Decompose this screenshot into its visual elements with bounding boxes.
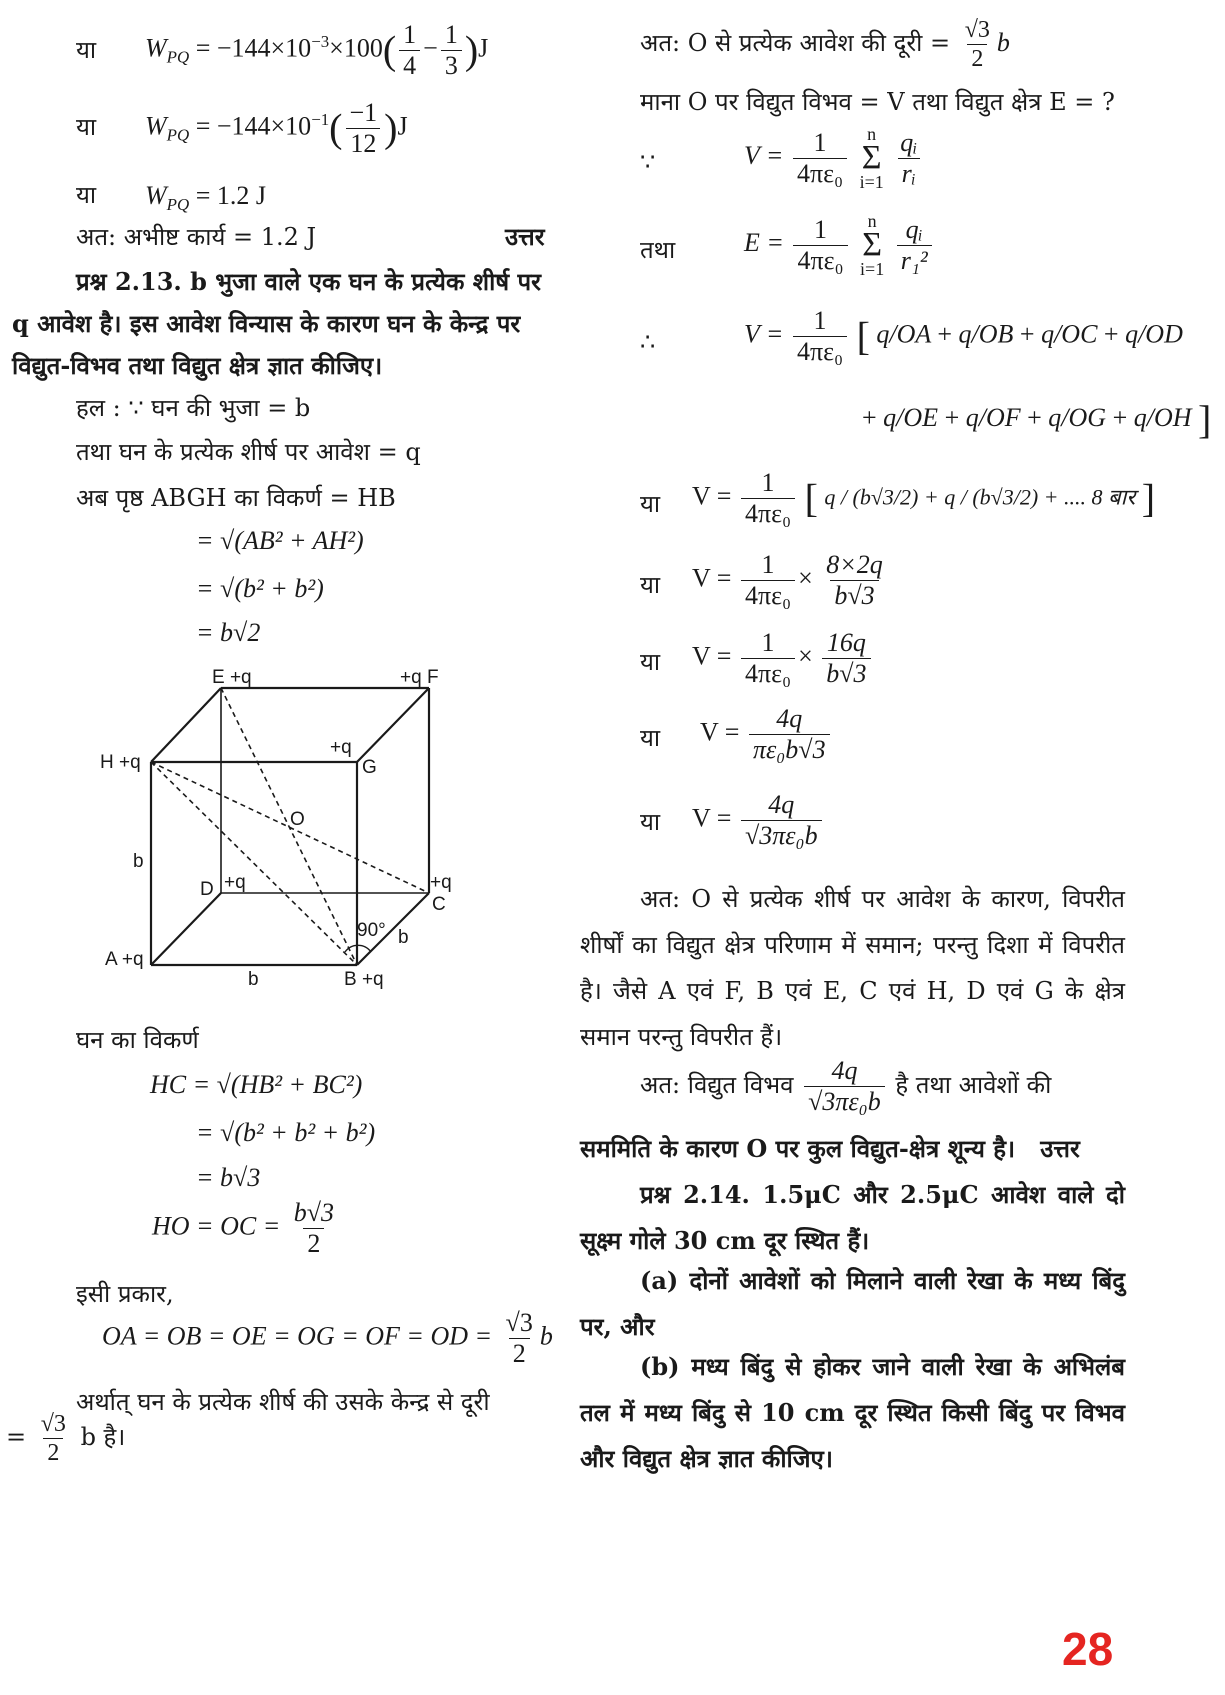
- because-symbol: ∵: [640, 148, 656, 176]
- hc-step3: = b√3: [196, 1163, 261, 1192]
- vertex-label-a: A +q: [105, 949, 144, 970]
- e-general-formula: E = $\frac{1}{\text{4πε₀}}$ n Σ i=1 $\frac{\text{qᵢ}}{\text{r₁²}}$: [744, 212, 935, 278]
- charge-label-g: +q: [330, 737, 352, 758]
- result-line: अत: अभीष्ट कार्य = 1.2 J: [76, 223, 317, 251]
- vertex-label-f: +q F: [400, 667, 439, 688]
- hb-step3: = b√2: [196, 618, 261, 647]
- or-label: या: [640, 648, 661, 676]
- charge-label-d: +q: [224, 872, 246, 893]
- vertex-label-e: E +q: [212, 667, 252, 688]
- distance-line2: = $\frac{√3}{2}$ b है।: [6, 1411, 126, 1466]
- v-step-4q-a: V = $\frac{4q}{\text{πε₀b√3}}$: [700, 706, 833, 763]
- vertex-label-b: B +q: [344, 969, 384, 990]
- cube-diagonal-heading: घन का विकर्ण: [76, 1026, 199, 1054]
- v-step-8x2q: V = $\frac{1}{\text{4πε₀}}$ × $\frac{8\times 2q}{b√3}$: [692, 550, 883, 610]
- or-label: या: [76, 36, 97, 64]
- eq-wpq-2: $W_{PQ} = -144\times 10^{-1}$( $\frac{-1}{12}$ )J: [145, 98, 408, 158]
- symmetry-line: सममिति के कारण O पर कुल विद्युत-क्षेत्र शून्य है। उत्तर: [580, 1134, 1080, 1163]
- question-2-14-b: (b) मध्य बिंदु से होकर जाने वाली रेखा के अभिलंब तल में मध्य बिंदु से 10 cm दूर स्थित किसी बिंदु पर विभव और विद्युत क्षेत्र ज्ञात कीजिए।: [580, 1352, 1125, 1473]
- vertex-label-g: G: [362, 757, 377, 778]
- potential-summary: अत: विद्युत विभव $\frac{4q}{\text{√3πε₀b}}$ है तथा आवेशों की: [640, 1056, 1052, 1116]
- eq-wpq-3: $W_{PQ} = 1.2$ J: [145, 181, 266, 215]
- question-2-14: प्रश्न 2.14. 1.5μC और 2.5μC आवेश वाले दो सूक्ष्म गोले 30 cm दूर स्थित हैं।: [580, 1180, 1125, 1255]
- question-2-13-line2: q आवेश है। इस आवेश विन्यास के कारण घन के केन्द्र पर: [12, 309, 521, 338]
- hc-step2: = √(b² + b² + b²): [196, 1118, 376, 1147]
- similarly-label: इसी प्रकार,: [76, 1280, 174, 1308]
- vertex-label-c: C: [432, 894, 446, 915]
- edge-label-b-bottom: b: [248, 969, 259, 990]
- v-step-16q: V = $\frac{1}{\text{4πε₀}}$ × $\frac{16q}{b√3}$: [692, 630, 874, 687]
- center-label-o: O: [290, 809, 305, 830]
- or-label: या: [76, 113, 97, 141]
- therefore-symbol: ∴: [640, 328, 656, 356]
- solution-line3: अब पृष्ठ ABGH का विकर्ण = HB: [76, 484, 396, 512]
- charge-label-c: +q: [430, 872, 452, 893]
- hc-step1: HC = √(HB² + BC²): [150, 1070, 363, 1099]
- v-sum-line2: + q/OE + q/OF + q/OG + q/OH ]: [862, 397, 1212, 442]
- question-2-13-line3: विद्युत-विभव तथा विद्युत क्षेत्र ज्ञात कीजिए।: [12, 351, 383, 380]
- distance-line1: अर्थात् घन के प्रत्येक शीर्ष की उसके केन्द्र से दूरी: [76, 1388, 490, 1416]
- answer-label: उत्तर: [1040, 1134, 1080, 1163]
- solution-line2: तथा घन के प्रत्येक शीर्ष पर आवेश = q: [76, 438, 421, 466]
- hb-step2: = √(b² + b²): [196, 574, 324, 603]
- cube-diagram: [95, 660, 495, 1000]
- or-label: या: [640, 571, 661, 599]
- solution-line1: हल : ∵ घन की भुजा = b: [76, 394, 311, 422]
- edge-label-b-diag: b: [398, 927, 409, 948]
- or-label: या: [640, 724, 661, 752]
- answer-label: उत्तर: [505, 222, 545, 251]
- vertex-label-h: H +q: [100, 752, 141, 773]
- v-step-distances: V = $\frac{1}{\text{4πε₀}}$ [ q / (b√3/2) + q / (b√3/2) + .... 8 बार ]: [692, 468, 1156, 528]
- assume-line: माना O पर विद्युत विभव = V तथा विद्युत क्षेत्र E = ?: [640, 88, 1115, 116]
- page-number: 28: [1062, 1623, 1114, 1675]
- also-label: तथा: [640, 236, 676, 264]
- hb-step1: = √(AB² + AH²): [196, 526, 364, 555]
- question-2-13-line1: प्रश्न 2.13. b भुजा वाले एक घन के प्रत्येक शीर्ष पर: [76, 267, 541, 296]
- ho-oc-eq: HO = OC = $\frac{b√3}{2}$: [152, 1198, 335, 1258]
- v-step-4q-b: V = $\frac{4q}{\text{√3πε₀b}}$: [692, 792, 825, 849]
- oa-eq: OA = OB = OE = OG = OF = OD = $\frac{√3}{2}$ b: [102, 1308, 553, 1368]
- edge-label-b-left: b: [133, 851, 144, 872]
- question-2-14-a: (a) दोनों आवेशों को मिलाने वाली रेखा के मध्य बिंदु पर, और: [580, 1266, 1125, 1341]
- v-sum-line1: V = $\frac{1}{\text{4πε₀}}$ [ q/OA + q/OB + q/OC + q/OD: [744, 306, 1183, 366]
- field-explanation: अत: O से प्रत्येक शीर्ष पर आवेश के कारण, विपरीत शीर्षों का विद्युत क्षेत्र परिणाम में समान; परन्तु दिशा में विपरीत है। जैसे A एवं F, B एवं E, C एवं H, D एवं G के क्षेत्र समान परन्तु विपरीत हैं।: [580, 885, 1125, 1051]
- angle-label: 90°: [357, 920, 386, 941]
- or-label: या: [640, 808, 661, 836]
- vertex-label-d: D: [200, 879, 214, 900]
- or-label: या: [76, 181, 97, 209]
- or-label: या: [640, 490, 661, 518]
- eq-wpq-1: $W_{PQ} = -144\times 10^{-3}\times 100$( $\frac{1}{4}$ − $\frac{1}{3}$ )J: [145, 20, 489, 80]
- distance-each-charge: अत: O से प्रत्येक आवेश की दूरी = $\frac{√3}{2}$ b: [640, 17, 1010, 72]
- v-general-formula: V = $\frac{1}{\text{4πε₀}}$ n Σ i=1 $\frac{\text{qᵢ}}{\text{rᵢ}}$: [744, 125, 924, 191]
